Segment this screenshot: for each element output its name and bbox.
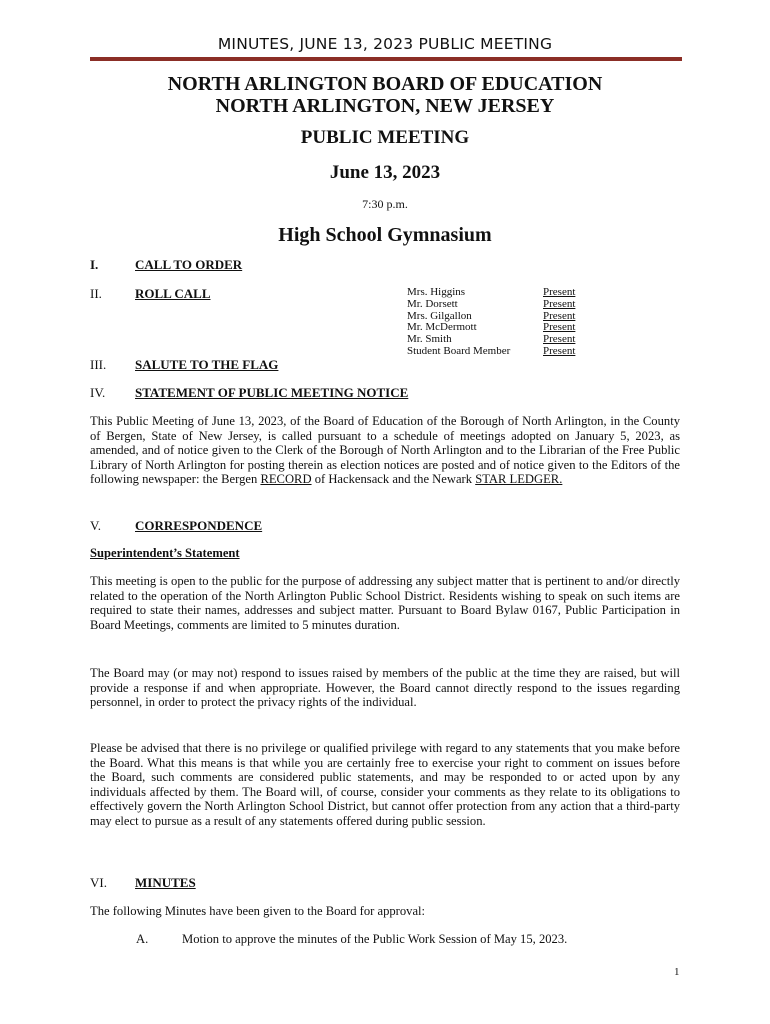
attendance-status: Present bbox=[543, 297, 576, 310]
roll-call-list bbox=[407, 287, 575, 358]
roll-row bbox=[407, 299, 575, 311]
section-title: CORRESPONDENCE bbox=[135, 518, 263, 533]
member-name: Mr. Smith bbox=[407, 333, 452, 346]
meeting-type: PUBLIC MEETING bbox=[300, 127, 470, 148]
section-number: IV. bbox=[90, 385, 106, 400]
attendance-status: Present bbox=[543, 344, 576, 357]
section-number: V. bbox=[90, 518, 101, 533]
superintendent-paragraph-1: This meeting is open to the public for the purpose of addressing any subject matter that is pertinent to and/or directly related to the operation of the North Arlington Public School District. Residents wishing to speak on such items are required to state their names, addresses and subject matter. Pursuant to Board Bylaw 0167, Public Participation in Board Meetings, comments are limited to 5 minutes duration. bbox=[90, 574, 680, 632]
notice-paragraph bbox=[90, 414, 680, 487]
superintendent-heading: Superintendent’s Statement bbox=[90, 546, 240, 560]
newspaper-star-ledger: STAR LEDGER. bbox=[475, 472, 563, 487]
member-name: Mrs. Gilgallon bbox=[407, 309, 472, 322]
board-location-title: NORTH ARLINGTON, NEW JERSEY bbox=[215, 95, 555, 117]
section-number: VI. bbox=[90, 875, 107, 890]
meeting-date: June 13, 2023 bbox=[329, 162, 441, 183]
minutes-intro: The following Minutes have been given to the Board for approval: bbox=[90, 904, 426, 918]
superintendent-paragraph-3: Please be advised that there is no privilege or qualified privilege with regard to any statements that you make before the Board. What this means is that while you are certainly free to exercise your right to comment on issues before the Board, such comments are considered public statements, and may be responded to or acted upon by any individuals affected by them. The Board will, of course, consider your comments as they relate to its obligations to effectively govern the North Arlington School District, but cannot offer protection from any action that a third-party may elect to pursue as a result of any statements offered during public session. bbox=[90, 741, 680, 828]
section-title: STATEMENT OF PUBLIC MEETING NOTICE bbox=[135, 385, 409, 400]
newspaper-record: RECORD bbox=[260, 472, 312, 487]
board-title: NORTH ARLINGTON BOARD OF EDUCATION bbox=[167, 73, 603, 95]
superintendent-paragraph-2: The Board may (or may not) respond to issues raised by members of the public at the time they are raised, but will provide a response if and when appropriate. However, the Board cannot directly respond to the issues regarding personnel, in order to protect the privacy rights of the individual. bbox=[90, 666, 680, 710]
member-name: Mr. McDermott bbox=[407, 321, 477, 334]
section-title: MINUTES bbox=[135, 875, 196, 890]
item-label: A. bbox=[136, 932, 149, 946]
attendance-status: Present bbox=[543, 286, 576, 298]
section-number: III. bbox=[90, 357, 107, 372]
member-name: Student Board Member bbox=[407, 344, 511, 357]
member-name: Mr. Dorsett bbox=[407, 297, 458, 310]
section-number: II. bbox=[90, 286, 102, 301]
section-title: SALUTE TO THE FLAG bbox=[135, 357, 279, 372]
header-rule bbox=[90, 57, 682, 61]
roll-row bbox=[407, 346, 575, 358]
attendance-status: Present bbox=[543, 333, 576, 346]
meeting-time: 7:30 p.m. bbox=[362, 197, 408, 211]
page-number: 1 bbox=[674, 966, 680, 978]
notice-text-middle: of Hackensack and the Newark bbox=[311, 472, 476, 487]
notice-text: This Public Meeting of June 13, 2023, of the Board of Education of the Borough of North Arlington, in the County of Bergen, State of New Jersey, is called pursuant to a schedule of meetings adopted on January 5, 2023, as amended, and of notice given to the Clerk of the Borough of North Arlington and to the Librarian of the Free Public Library of North Arlington for posting therein as election notices are posted and of notice given to the Editors of the following newspaper: the Bergen bbox=[90, 414, 680, 487]
section-number: I. bbox=[90, 257, 99, 272]
section-title: ROLL CALL bbox=[135, 286, 211, 301]
member-name: Mrs. Higgins bbox=[407, 286, 466, 298]
attendance-status: Present bbox=[543, 321, 576, 334]
attendance-status: Present bbox=[543, 309, 576, 322]
running-header: MINUTES, JUNE 13, 2023 PUBLIC MEETING bbox=[217, 35, 553, 53]
section-title: CALL TO ORDER bbox=[135, 257, 243, 272]
item-text: Motion to approve the minutes of the Public Work Session of May 15, 2023. bbox=[182, 932, 568, 946]
meeting-location: High School Gymnasium bbox=[278, 224, 492, 246]
